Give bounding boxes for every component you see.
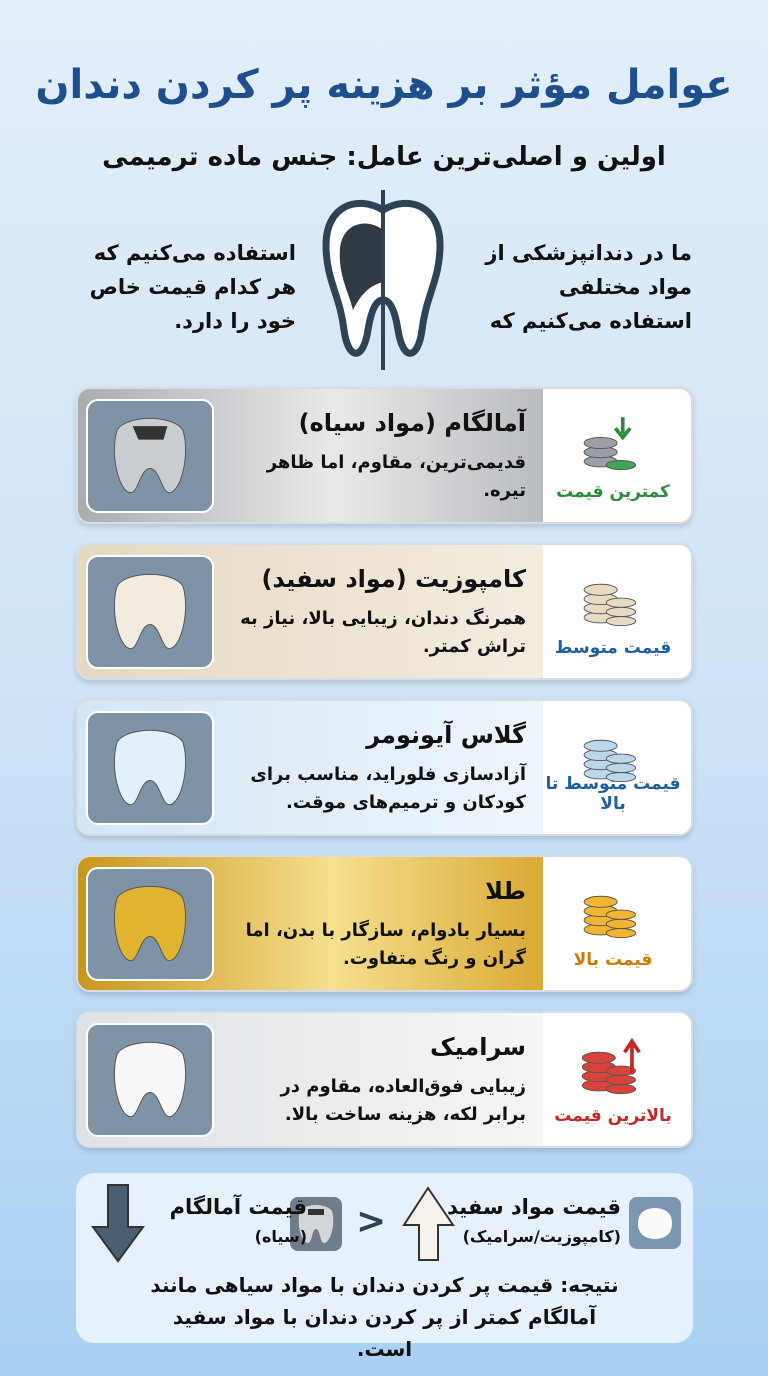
material-description: آزادسازی فلوراید، مناسب برای کودکان و ترمیم‌های موقت. [250,764,526,813]
material-card [76,543,693,680]
conclusion-text: نتیجه: قیمت پر کردن دندان با مواد سیاهی مانند آمالگام کمتر از پر کردن دندان با مواد سفید است. [150,1273,619,1361]
material-tooth-image [86,867,214,981]
less-than-sign: < [356,1201,387,1242]
material-name: گلاس آیونومر [366,721,526,749]
material-card [76,699,693,836]
amalgam-price-sub: (سیاه) [254,1227,307,1246]
page-subtitle: اولین و اصلی‌ترین عامل: جنس ماده ترمیمی [102,142,666,172]
material-tooth-image [86,399,214,513]
price-level-label: قیمت متوسط [554,638,672,658]
price-level-label: قیمت متوسط تا بالا [545,774,681,814]
material-tooth-image [86,555,214,669]
material-description: بسیار بادوام، سازگار با بدن، اما گران و رنگ متفاوت. [245,920,526,969]
coin-stack-icon [573,1037,643,1097]
material-name: طلا [485,877,526,905]
white-price-label: قیمت مواد سفید [447,1195,621,1219]
ceramic-tooth-thumb-icon [629,1197,681,1249]
material-card [76,387,693,524]
coin-stack-icon [573,413,643,473]
material-tooth-image [86,1023,214,1137]
intro-right: ما در دندانپزشکی از مواد مختلفی استفاده می‌کنیم که [485,241,692,333]
material-card [76,1011,693,1148]
coin-stack-icon [573,569,643,629]
price-level-label: کمترین قیمت [556,482,670,502]
material-name: کامپوزیت (مواد سفید) [261,565,526,593]
amalgam-price-label: قیمت آمالگام [169,1195,307,1219]
material-tooth-image [86,711,214,825]
intro-left: استفاده می‌کنیم که هر کدام قیمت خاص خود را دارد. [89,241,296,333]
up-arrow-icon [401,1185,456,1263]
material-description: قدیمی‌ترین، مقاوم، اما ظاهر تیره. [266,452,526,501]
material-name: سرامیک [430,1033,526,1061]
split-tooth-icon [318,190,448,370]
page-title: عوامل مؤثر بر هزینه پر کردن دندان [35,62,733,108]
white-price-sub: (کامپوزیت/سرامیک) [462,1227,621,1246]
coin-stack-icon [573,881,643,941]
price-level-label: بالاترین قیمت [554,1106,672,1126]
summary-box [76,1173,693,1361]
material-card [76,855,693,992]
price-level-label: قیمت بالا [573,950,653,970]
material-description: همرنگ دندان، زیبایی بالا، نیاز به تراش کمتر. [240,608,526,657]
material-name: آمالگام (مواد سیاه) [298,409,526,437]
down-arrow-icon [90,1183,146,1263]
material-description: زیبایی فوق‌العاده، مقاوم در برابر لکه، هزینه ساخت بالا. [280,1076,526,1125]
